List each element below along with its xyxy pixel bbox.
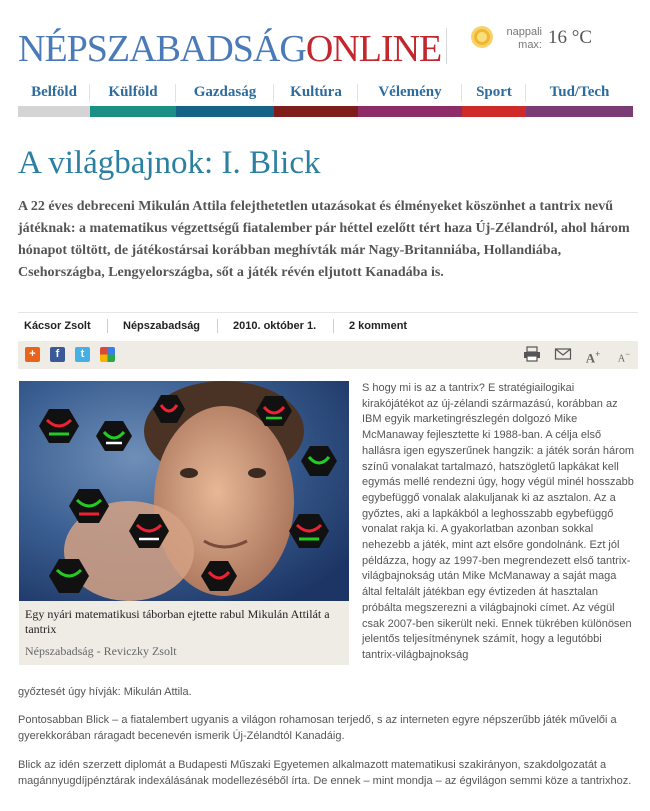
twitter-icon[interactable]: t [75, 347, 90, 362]
nav-label: Belföld [31, 84, 77, 100]
meta-separator [333, 319, 334, 333]
font-decrease-icon[interactable]: A− [617, 349, 631, 365]
nav-color-bar [176, 106, 274, 117]
photo-caption-box [19, 601, 349, 665]
share-toolbar [18, 341, 638, 369]
nav-label: Tud/Tech [549, 84, 610, 100]
header-divider [446, 28, 447, 64]
nav-color-bar [90, 106, 176, 117]
weather-label: nappali max: [506, 26, 542, 51]
nav-kulfold[interactable] [90, 80, 176, 120]
nav-label: Kultúra [290, 84, 342, 100]
article-paragraph-1: S hogy mi is az a tantrix? E stratégiailogikai kirakójátékot az új-zélandi származású, korábban az IBM egyik marketingrészlegén dolgozó Mike McManaway fejlesztette ki 1988-ban. A célja első hallásra igen egyszerűnek hangzik: a játék során három színű vonalakat tartalmazó, hatszögletű lapkákat kell egymás mellé rendezni úgy, hogy végül minél hosszabb egybefüggő vonalak alakuljanak ki az asztalon. Az a győztes, aki a lapkákból a leghosszabb egybefüggő vonalat rakja ki. A gyakorlatban azonban sokkal nehezebb a játék, mint azt elsőre gondolnánk. Ezt jól példázza, hogy az 1997-ben megrendezett első tantrix-világbajnokság után Mike McManaway a saját maga által feltalált játékban egy évtizeden át hasztalan próbálta megszerezni a világbajnoki címet. Az végül csak 2007-ben sikerült neki. Ennek tükrében különösen jelentős teljesítménynek számít, hogy a legutóbbi tantrix-világbajnokság [362, 382, 635, 661]
facebook-icon[interactable]: f [50, 347, 65, 362]
nav-velemeny[interactable] [358, 80, 462, 120]
nav-color-bar [462, 106, 526, 117]
date-label: 2010. október 1. [233, 320, 317, 332]
article-paragraph-2: Pontosabban Blick – a fiatalembert ugyanis a világon rohamosan terjedő, s az interneten egyre népszerűbb játék művelői a gyerekkorában ráragadt becenevén ismerik Új-Zélandtól Kanadáig. [18, 714, 617, 742]
nav-label: Sport [476, 84, 512, 100]
author-link[interactable]: Kácsor Zsolt [24, 320, 91, 332]
nav-color-bar [358, 106, 462, 117]
article-title: A világbajnok: I. Blick [18, 145, 321, 181]
font-increase-icon[interactable]: A+ [585, 349, 601, 366]
nav-color-bar [18, 106, 90, 117]
article-photo [19, 381, 349, 601]
photo-caption: Egy nyári matematikusi táborban ejtette rabul Mikulán Attilát a tantrix [25, 607, 330, 636]
article-paragraph-3: Blick az idén szerzett diplomát a Budapesti Műszaki Egyetemen alkalmazott matematikusi szakirányon, szakdolgozatát a magánnyugdíjpénztárak indexálásának modellezéséből írta. De ennek – mint mondja – az égvilágon semmi köze a tantrixhoz. [18, 759, 632, 787]
site-logo[interactable] [18, 27, 441, 71]
nav-sport[interactable] [462, 80, 526, 120]
meta-separator [107, 319, 108, 333]
nav-color-bar [274, 106, 358, 117]
nav-gazdasag[interactable] [176, 80, 274, 120]
main-nav [18, 80, 633, 120]
article-paragraph-1-end: győztesét úgy hívják: Mikulán Attila. [18, 686, 192, 698]
logo-part2: ONLINE [305, 28, 442, 70]
article-meta [18, 312, 638, 339]
nav-color-bar [526, 106, 633, 117]
print-icon[interactable] [523, 346, 541, 362]
sun-icon [470, 25, 494, 49]
plus-icon[interactable]: + [25, 347, 40, 362]
nav-label: Vélemény [378, 84, 442, 100]
logo-part1: NÉPSZABADSÁG [18, 28, 306, 70]
article-lead: A 22 éves debreceni Mikulán Attila felejthetetlen utazásokat és élményeket köszönhet a tantrix nevű játéknak: a matematikus végzettségű fiatalember pár héttel ezelőtt tért haza Új-Zélandról, ahol három hónapot töltött, de játékostársai korábban meghívták már Nagy-Britanniába, Hollandiába, Csehországba, Lengyelországba, sőt a játék révén eljutott Kanadába is. [18, 199, 630, 280]
comments-link[interactable]: 2 komment [349, 320, 408, 332]
nav-kultura[interactable] [274, 80, 358, 120]
source-label: Népszabadság [123, 320, 201, 332]
nav-label: Gazdaság [193, 84, 257, 100]
nav-tudtech[interactable] [526, 80, 633, 120]
nav-label: Külföld [108, 84, 158, 100]
google-icon[interactable] [100, 347, 115, 362]
photo-credit: Népszabadság - Reviczky Zsolt [25, 644, 177, 658]
meta-separator [217, 319, 218, 333]
nav-belfold[interactable] [18, 80, 90, 120]
email-icon[interactable] [554, 346, 572, 362]
weather-temperature: 16 °C [548, 27, 593, 48]
